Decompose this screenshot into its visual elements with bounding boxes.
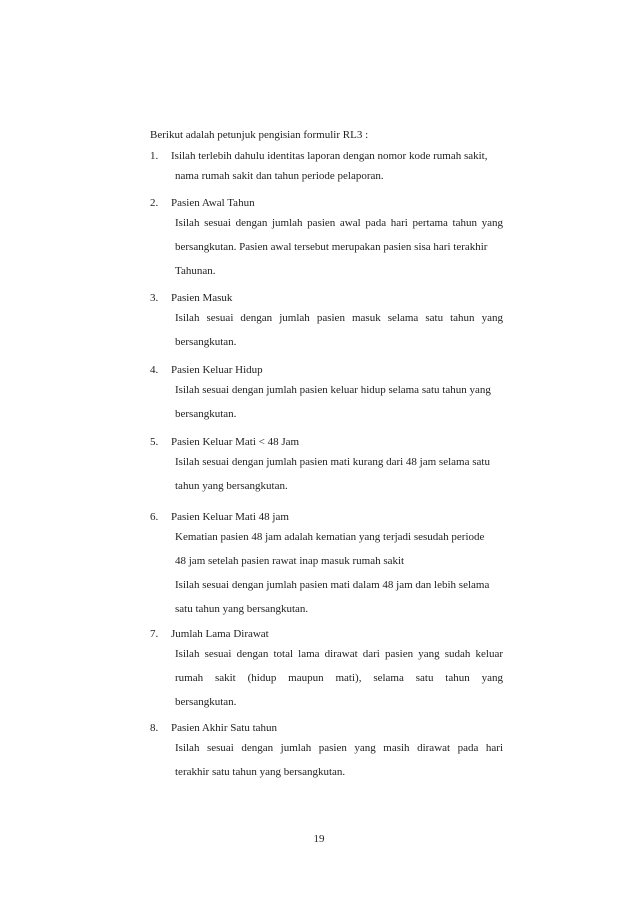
item-heading [150, 718, 510, 738]
list-item [150, 193, 510, 285]
item-body [175, 213, 503, 285]
item-number: 3. [150, 292, 159, 304]
item-line: Isilah sesuai dengan jumlah pasien mati kurang dari 48 jam selama satu [175, 456, 490, 468]
item-line: 48 jam setelah pasien rawat inap masuk rumah sakit [175, 555, 405, 567]
item-title: Jumlah Lama Dirawat [171, 628, 269, 640]
item-line: bersangkutan. [175, 408, 237, 420]
item-heading [150, 507, 510, 527]
item-title: Pasien Keluar Mati < 48 Jam [171, 436, 300, 448]
item-number: 1. [150, 150, 159, 162]
item-body [175, 527, 503, 623]
item-heading [150, 624, 510, 644]
item-line: Isilah sesuai dengan jumlah pasien mati dalam 48 jam dan lebih selama [175, 579, 490, 591]
item-title: Isilah terlebih dahulu identitas laporan dengan nomor kode rumah sakit, [171, 150, 488, 162]
item-title: Pasien Keluar Hidup [171, 364, 263, 376]
item-line: Isilah sesuai dengan jumlah pasien yang masih dirawat pada hari [175, 742, 503, 754]
item-number: 8. [150, 722, 159, 734]
item-title: Pasien Akhir Satu tahun [171, 722, 278, 734]
page-number: 19 [313, 833, 325, 845]
item-line: nama rumah sakit dan tahun periode pelaporan. [175, 170, 384, 182]
item-line: Tahunan. [175, 265, 216, 277]
item-line: Isilah sesuai dengan jumlah pasien keluar hidup selama satu tahun yang [175, 384, 491, 396]
item-line: Isilah sesuai dengan total lama dirawat dari pasien yang sudah keluar [175, 648, 503, 660]
item-line: Isilah sesuai dengan jumlah pasien awal pada hari pertama tahun yang [175, 217, 503, 229]
item-line: terakhir satu tahun yang bersangkutan. [175, 766, 346, 778]
list-item [150, 360, 510, 428]
item-line: tahun yang bersangkutan. [175, 480, 288, 492]
item-line: bersangkutan. [175, 336, 237, 348]
item-body [175, 738, 503, 786]
item-body [175, 452, 503, 500]
item-line: rumah sakit (hidup maupun mati), selama satu tahun yang [175, 672, 503, 684]
item-heading [150, 193, 510, 213]
item-line: satu tahun yang bersangkutan. [175, 603, 309, 615]
intro-text: Berikut adalah petunjuk pengisian formulir RL3 : [150, 129, 369, 141]
list-item [150, 624, 510, 716]
item-number: 2. [150, 197, 159, 209]
item-line: Isilah sesuai dengan jumlah pasien masuk selama satu tahun yang [175, 312, 503, 324]
item-number: 4. [150, 364, 159, 376]
item-body [175, 380, 503, 428]
item-number: 5. [150, 436, 159, 448]
item-line: bersangkutan. Pasien awal tersebut merupakan pasien sisa hari terakhir [175, 241, 488, 253]
item-body [175, 308, 503, 356]
list-item [150, 288, 510, 356]
item-line: Kematian pasien 48 jam adalah kematian yang terjadi sesudah periode [175, 531, 485, 543]
list-item [150, 507, 510, 623]
item-number: 7. [150, 628, 159, 640]
item-heading [150, 288, 510, 308]
item-number: 6. [150, 511, 159, 523]
list-item [150, 146, 510, 190]
item-line: bersangkutan. [175, 696, 237, 708]
item-title: Pasien Awal Tahun [171, 197, 255, 209]
item-title: Pasien Masuk [171, 292, 233, 304]
item-body [175, 644, 503, 716]
item-heading [150, 360, 510, 380]
item-heading [150, 432, 510, 452]
list-item [150, 432, 510, 500]
item-heading [150, 146, 510, 166]
list-item [150, 718, 510, 786]
item-title: Pasien Keluar Mati 48 jam [171, 511, 289, 523]
item-body [175, 166, 503, 190]
